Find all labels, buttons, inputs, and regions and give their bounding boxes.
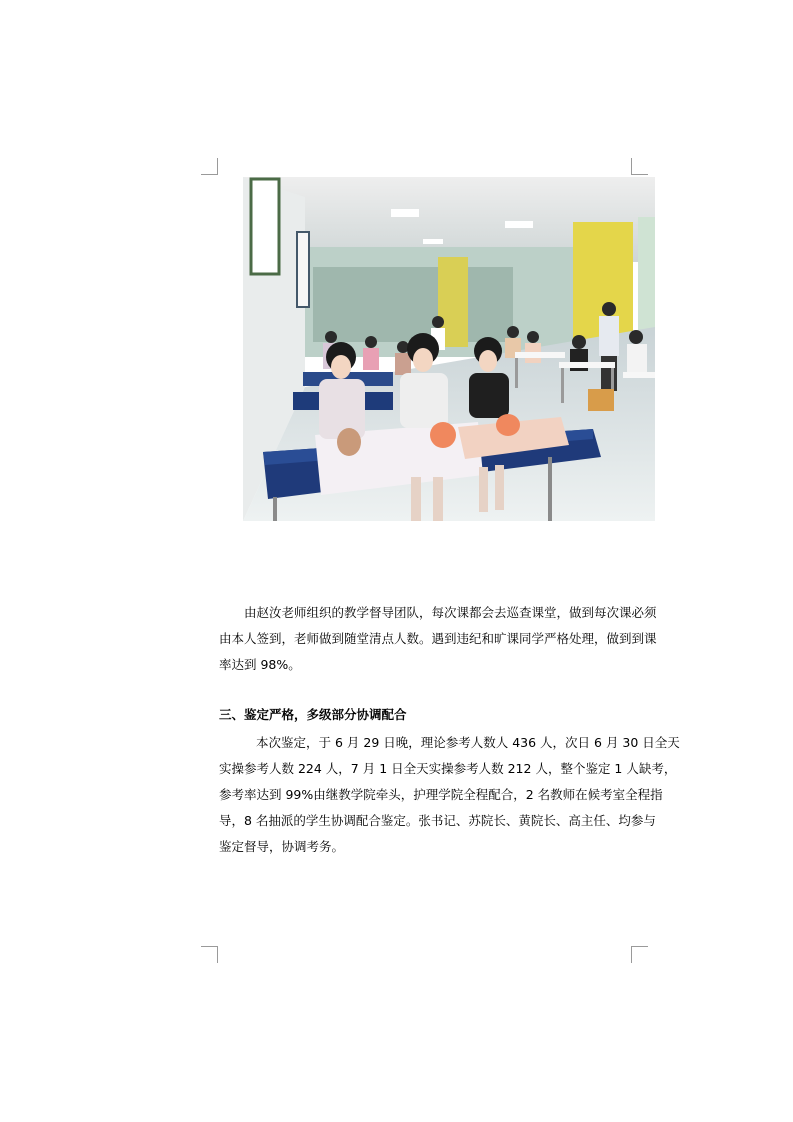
paragraph-attendance — [219, 600, 657, 678]
paragraph-line: 导，8 名抽派的学生协调配合鉴定。张书记、苏院长、黄院长、高主任、均参与 — [219, 813, 656, 828]
page-corner-mark-bottom-right — [631, 946, 648, 963]
section-heading: 三、鉴定严格，多级部分协调配合 — [219, 707, 407, 722]
paragraph-line: 由本人签到，老师做到随堂清点人数。遇到违纪和旷课同学严格处理，做到到课 — [219, 631, 657, 646]
page-corner-mark-top-right — [631, 158, 648, 175]
paragraph-appraisal — [219, 730, 680, 860]
paragraph-line: 参考率达到 99%由继教学院牵头，护理学院全程配合，2 名教师在候考室全程指 — [219, 787, 663, 802]
page-corner-mark-bottom-left — [201, 946, 218, 963]
page-corner-mark-top-left — [201, 158, 218, 175]
paragraph-line: 鉴定督导，协调考务。 — [219, 839, 345, 854]
classroom-photo — [243, 177, 655, 521]
paragraph-line: 率达到 98%。 — [219, 657, 301, 672]
paragraph-line: 实操参考人数 224 人，7 月 1 日全天实操参考人数 212 人，整个鉴定 1 人缺考， — [219, 761, 677, 776]
paragraph-line: 由赵汝老师组织的教学督导团队，每次课都会去巡查课堂，做到每次课必须 — [244, 605, 657, 620]
paragraph-line: 本次鉴定，于 6 月 29 日晚，理论参考人数人 436 人，次日 6 月 30 日全天 — [256, 735, 680, 750]
